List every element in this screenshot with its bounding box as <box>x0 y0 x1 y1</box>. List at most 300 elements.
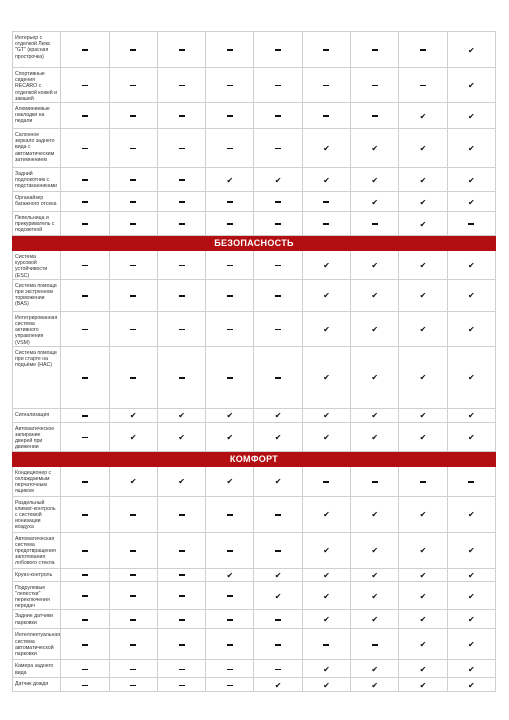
trim-cell <box>447 422 495 451</box>
dash-icon <box>323 85 329 87</box>
dash-icon <box>130 295 136 297</box>
dash-icon <box>323 201 329 203</box>
feature-label: Система курсовой устойчивости (ESC) <box>13 251 61 280</box>
dash-icon <box>82 115 88 117</box>
trim-cell <box>206 629 254 660</box>
trim-cell <box>61 629 109 660</box>
dash-icon <box>323 115 329 117</box>
trim-cell <box>447 660 495 678</box>
dash-icon <box>420 481 426 483</box>
table-row <box>13 212 496 236</box>
dash-icon <box>323 223 329 225</box>
trim-cell <box>61 279 109 311</box>
checkmark-icon: ✔ <box>226 570 234 580</box>
checkmark-icon: ✔ <box>371 373 379 383</box>
trim-cell <box>61 568 109 581</box>
trim-cell <box>447 129 495 168</box>
trim-cell <box>302 678 350 692</box>
checkmark-icon: ✔ <box>371 411 379 421</box>
checkmark-icon: ✔ <box>371 432 379 442</box>
trim-cell <box>447 532 495 568</box>
dash-icon <box>82 595 88 597</box>
trim-cell <box>206 408 254 422</box>
trim-cell <box>399 496 447 532</box>
checkmark-icon: ✔ <box>371 175 379 185</box>
trim-cell <box>254 581 302 610</box>
checkmark-icon: ✔ <box>323 591 330 601</box>
trim-cell <box>206 129 254 168</box>
trim-cell <box>157 496 205 532</box>
trim-cell <box>302 346 350 408</box>
checkmark-icon: ✔ <box>274 175 282 185</box>
dash-icon <box>275 377 281 379</box>
dash-icon <box>468 223 474 225</box>
dash-icon <box>130 49 136 51</box>
trim-cell <box>157 629 205 660</box>
checkmark-icon: ✔ <box>467 510 475 520</box>
trim-cell <box>447 568 495 581</box>
dash-icon <box>275 619 281 621</box>
trim-cell <box>351 103 399 129</box>
section-title: КОМФОРТ <box>13 451 496 466</box>
trim-cell <box>399 660 447 678</box>
trim-cell <box>447 581 495 610</box>
trim-cell <box>61 68 109 103</box>
checkmark-icon: ✔ <box>323 570 330 580</box>
trim-cell <box>109 660 157 678</box>
table-row <box>13 346 496 408</box>
trim-cell <box>206 168 254 192</box>
trim-cell <box>254 496 302 532</box>
dash-icon <box>227 669 233 671</box>
trim-cell <box>109 408 157 422</box>
checkmark-icon: ✔ <box>178 411 185 421</box>
dash-icon <box>82 329 88 331</box>
dash-icon <box>323 644 329 646</box>
dash-icon <box>130 148 136 150</box>
dash-icon <box>82 223 88 225</box>
trim-cell <box>351 466 399 496</box>
trim-cell <box>61 422 109 451</box>
checkmark-icon: ✔ <box>323 175 330 185</box>
dash-icon <box>130 619 136 621</box>
trim-cell <box>109 532 157 568</box>
checkmark-icon: ✔ <box>419 219 427 229</box>
trim-cell <box>399 678 447 692</box>
trim-cell <box>351 610 399 629</box>
checkmark-icon: ✔ <box>419 411 427 421</box>
trim-cell <box>109 279 157 311</box>
dash-icon <box>372 644 378 646</box>
checkmark-icon: ✔ <box>419 510 427 520</box>
dash-icon <box>275 265 281 267</box>
trim-cell <box>109 212 157 236</box>
trim-cell <box>399 581 447 610</box>
dash-icon <box>275 669 281 671</box>
trim-cell <box>399 212 447 236</box>
trim-cell <box>447 678 495 692</box>
checkmark-icon: ✔ <box>371 324 379 334</box>
trim-cell <box>206 678 254 692</box>
table-row <box>13 678 496 692</box>
trim-cell <box>351 168 399 192</box>
trim-cell <box>157 68 205 103</box>
table-row <box>13 660 496 678</box>
trim-cell <box>447 279 495 311</box>
trim-cell <box>254 212 302 236</box>
trim-cell <box>302 581 350 610</box>
trim-cell <box>61 346 109 408</box>
feature-label: Задние датчики парковки <box>13 610 61 629</box>
dash-icon <box>179 223 185 225</box>
trim-cell <box>206 496 254 532</box>
trim-cell <box>351 192 399 212</box>
dash-icon <box>130 329 136 331</box>
dash-icon <box>372 481 378 483</box>
dash-icon <box>275 295 281 297</box>
trim-cell <box>254 678 302 692</box>
dash-icon <box>275 49 281 51</box>
dash-icon <box>82 295 88 297</box>
trim-cell <box>351 532 399 568</box>
trim-cell <box>206 610 254 629</box>
table-row <box>13 279 496 311</box>
trim-cell <box>399 129 447 168</box>
trim-cell <box>399 311 447 346</box>
dash-icon <box>130 550 136 552</box>
dash-icon <box>179 201 185 203</box>
trim-cell <box>61 610 109 629</box>
trim-cell <box>302 192 350 212</box>
trim-cell <box>399 629 447 660</box>
trim-cell <box>351 68 399 103</box>
checkmark-icon: ✔ <box>129 411 137 421</box>
checkmark-icon: ✔ <box>467 591 475 601</box>
trim-cell <box>206 103 254 129</box>
checkmark-icon: ✔ <box>274 411 282 421</box>
table-row <box>13 68 496 103</box>
trim-cell <box>399 103 447 129</box>
dash-icon <box>179 595 185 597</box>
table-row <box>13 408 496 422</box>
feature-label: Автоматическая система предотвращения запотевания лобового стекла <box>13 532 61 568</box>
dash-icon <box>130 201 136 203</box>
feature-label: Интегрированная система активного управления (VSM) <box>13 311 61 346</box>
checkmark-icon: ✔ <box>467 432 475 442</box>
dash-icon <box>130 514 136 516</box>
trim-cell <box>254 568 302 581</box>
trim-cell <box>109 103 157 129</box>
trim-cell <box>109 581 157 610</box>
trim-cell <box>447 311 495 346</box>
trim-cell <box>206 279 254 311</box>
trim-cell <box>399 466 447 496</box>
trim-cell <box>109 629 157 660</box>
trim-cell <box>399 168 447 192</box>
trim-cell <box>447 496 495 532</box>
dash-icon <box>179 49 185 51</box>
checkmark-icon: ✔ <box>323 260 330 270</box>
trim-cell <box>351 32 399 68</box>
dash-icon <box>82 437 88 439</box>
trim-cell <box>157 103 205 129</box>
trim-cell <box>206 68 254 103</box>
checkmark-icon: ✔ <box>467 664 475 674</box>
checkmark-icon: ✔ <box>226 411 234 421</box>
checkmark-icon: ✔ <box>129 477 137 487</box>
trim-cell <box>157 311 205 346</box>
feature-label: Органайзер багажного отсека <box>13 192 61 212</box>
checkmark-icon: ✔ <box>323 615 330 625</box>
trim-cell <box>302 629 350 660</box>
dash-icon <box>82 377 88 379</box>
features-table-body <box>13 32 496 692</box>
checkmark-icon: ✔ <box>467 324 475 334</box>
dash-icon <box>82 514 88 516</box>
dash-icon <box>227 514 233 516</box>
dash-icon <box>275 550 281 552</box>
feature-label: Датчик дождя <box>13 678 61 692</box>
trim-cell <box>254 192 302 212</box>
checkmark-icon: ✔ <box>419 197 427 207</box>
features-table <box>12 31 496 692</box>
trim-cell <box>157 279 205 311</box>
trim-cell <box>206 466 254 496</box>
trim-cell <box>447 212 495 236</box>
trim-cell <box>206 660 254 678</box>
checkmark-icon: ✔ <box>419 432 427 442</box>
trim-cell <box>206 568 254 581</box>
checkmark-icon: ✔ <box>226 477 234 487</box>
trim-cell <box>302 32 350 68</box>
trim-cell <box>157 32 205 68</box>
trim-cell <box>447 32 495 68</box>
checkmark-icon: ✔ <box>323 291 330 301</box>
checkmark-icon: ✔ <box>419 373 427 383</box>
trim-cell <box>351 496 399 532</box>
dash-icon <box>82 574 88 576</box>
dash-icon <box>82 481 88 483</box>
trim-cell <box>61 103 109 129</box>
trim-cell <box>447 68 495 103</box>
trim-cell <box>61 212 109 236</box>
trim-cell <box>206 346 254 408</box>
dash-icon <box>82 669 88 671</box>
trim-cell <box>399 251 447 280</box>
checkmark-icon: ✔ <box>129 432 137 442</box>
checkmark-icon: ✔ <box>371 591 379 601</box>
dash-icon <box>82 85 88 87</box>
trim-cell <box>157 251 205 280</box>
trim-cell <box>61 660 109 678</box>
dash-icon <box>275 514 281 516</box>
checkmark-icon: ✔ <box>226 175 234 185</box>
checkmark-icon: ✔ <box>371 664 379 674</box>
dash-icon <box>227 550 233 552</box>
dash-icon <box>227 223 233 225</box>
dash-icon <box>468 481 474 483</box>
feature-label: Сигнализация <box>13 408 61 422</box>
dash-icon <box>82 148 88 150</box>
checkmark-icon: ✔ <box>467 45 475 55</box>
trim-cell <box>254 532 302 568</box>
checkmark-icon: ✔ <box>178 477 185 487</box>
trim-cell <box>399 610 447 629</box>
checkmark-icon: ✔ <box>419 111 427 121</box>
trim-cell <box>61 311 109 346</box>
checkmark-icon: ✔ <box>467 111 475 121</box>
trim-cell <box>206 32 254 68</box>
trim-cell <box>206 251 254 280</box>
dash-icon <box>179 377 185 379</box>
trim-cell <box>302 610 350 629</box>
trim-cell <box>157 346 205 408</box>
dash-icon <box>130 685 136 687</box>
checkmark-icon: ✔ <box>371 260 379 270</box>
features-table-sheet <box>12 31 496 692</box>
trim-cell <box>399 346 447 408</box>
dash-icon <box>372 115 378 117</box>
checkmark-icon: ✔ <box>371 144 379 154</box>
feature-label: Кондиционер с охлаждаемым перчаточным ящиком <box>13 466 61 496</box>
trim-cell <box>399 279 447 311</box>
dash-icon <box>82 201 88 203</box>
trim-cell <box>157 678 205 692</box>
trim-cell <box>302 660 350 678</box>
trim-cell <box>254 408 302 422</box>
checkmark-icon: ✔ <box>467 680 475 690</box>
trim-cell <box>157 466 205 496</box>
trim-cell <box>109 68 157 103</box>
trim-cell <box>109 168 157 192</box>
dash-icon <box>323 49 329 51</box>
checkmark-icon: ✔ <box>419 260 427 270</box>
checkmark-icon: ✔ <box>274 570 282 580</box>
checkmark-icon: ✔ <box>419 640 427 650</box>
trim-cell <box>447 629 495 660</box>
trim-cell <box>254 32 302 68</box>
checkmark-icon: ✔ <box>419 680 427 690</box>
checkmark-icon: ✔ <box>419 570 427 580</box>
dash-icon <box>179 148 185 150</box>
trim-cell <box>206 532 254 568</box>
trim-cell <box>302 311 350 346</box>
checkmark-icon: ✔ <box>371 291 379 301</box>
feature-label: Спортивные сидения RECARO с отделкой кожей и замшей <box>13 68 61 103</box>
dash-icon <box>227 265 233 267</box>
trim-cell <box>157 212 205 236</box>
table-row <box>13 168 496 192</box>
trim-cell <box>254 629 302 660</box>
trim-cell <box>254 129 302 168</box>
checkmark-icon: ✔ <box>323 680 330 690</box>
dash-icon <box>275 201 281 203</box>
dash-icon <box>130 595 136 597</box>
checkmark-icon: ✔ <box>178 432 185 442</box>
dash-icon <box>82 685 88 687</box>
table-row <box>13 496 496 532</box>
trim-cell <box>447 192 495 212</box>
checkmark-icon: ✔ <box>274 477 282 487</box>
checkmark-icon: ✔ <box>371 615 379 625</box>
trim-cell <box>61 496 109 532</box>
trim-cell <box>109 129 157 168</box>
trim-cell <box>206 422 254 451</box>
checkmark-icon: ✔ <box>419 591 427 601</box>
trim-cell <box>302 129 350 168</box>
checkmark-icon: ✔ <box>467 260 475 270</box>
dash-icon <box>179 115 185 117</box>
checkmark-icon: ✔ <box>467 570 475 580</box>
trim-cell <box>254 660 302 678</box>
trim-cell <box>447 408 495 422</box>
trim-cell <box>399 568 447 581</box>
trim-cell <box>399 68 447 103</box>
trim-cell <box>109 568 157 581</box>
checkmark-icon: ✔ <box>467 615 475 625</box>
checkmark-icon: ✔ <box>371 510 379 520</box>
dash-icon <box>179 685 185 687</box>
trim-cell <box>254 168 302 192</box>
trim-cell <box>109 466 157 496</box>
feature-label: Раздельный климат-контроль с системой ионизации воздуха <box>13 496 61 532</box>
dash-icon <box>275 85 281 87</box>
checkmark-icon: ✔ <box>371 546 379 556</box>
trim-cell <box>399 32 447 68</box>
dash-icon <box>179 574 185 576</box>
trim-cell <box>109 422 157 451</box>
table-row <box>13 192 496 212</box>
dash-icon <box>179 550 185 552</box>
trim-cell <box>351 629 399 660</box>
trim-cell <box>447 466 495 496</box>
table-row <box>13 422 496 451</box>
table-row <box>13 610 496 629</box>
checkmark-icon: ✔ <box>467 144 475 154</box>
trim-cell <box>399 192 447 212</box>
dash-icon <box>179 329 185 331</box>
trim-cell <box>351 422 399 451</box>
trim-cell <box>254 610 302 629</box>
trim-cell <box>302 466 350 496</box>
checkmark-icon: ✔ <box>226 432 234 442</box>
trim-cell <box>61 408 109 422</box>
dash-icon <box>179 85 185 87</box>
table-row <box>13 311 496 346</box>
dash-icon <box>227 377 233 379</box>
checkmark-icon: ✔ <box>323 546 330 556</box>
dash-icon <box>82 619 88 621</box>
section-header <box>13 451 496 466</box>
dash-icon <box>130 669 136 671</box>
dash-icon <box>227 85 233 87</box>
trim-cell <box>447 346 495 408</box>
trim-cell <box>61 678 109 692</box>
feature-label: Алюминиевые накладки на педали <box>13 103 61 129</box>
trim-cell <box>302 68 350 103</box>
trim-cell <box>302 532 350 568</box>
checkmark-icon: ✔ <box>323 664 330 674</box>
trim-cell <box>109 346 157 408</box>
checkmark-icon: ✔ <box>467 411 475 421</box>
table-row <box>13 532 496 568</box>
feature-label: Пепельница и прикуриватель с подсветкой <box>13 212 61 236</box>
feature-label: Задний подлокотник с подстаканниками <box>13 168 61 192</box>
checkmark-icon: ✔ <box>467 373 475 383</box>
trim-cell <box>157 581 205 610</box>
checkmark-icon: ✔ <box>371 570 379 580</box>
trim-cell <box>351 346 399 408</box>
